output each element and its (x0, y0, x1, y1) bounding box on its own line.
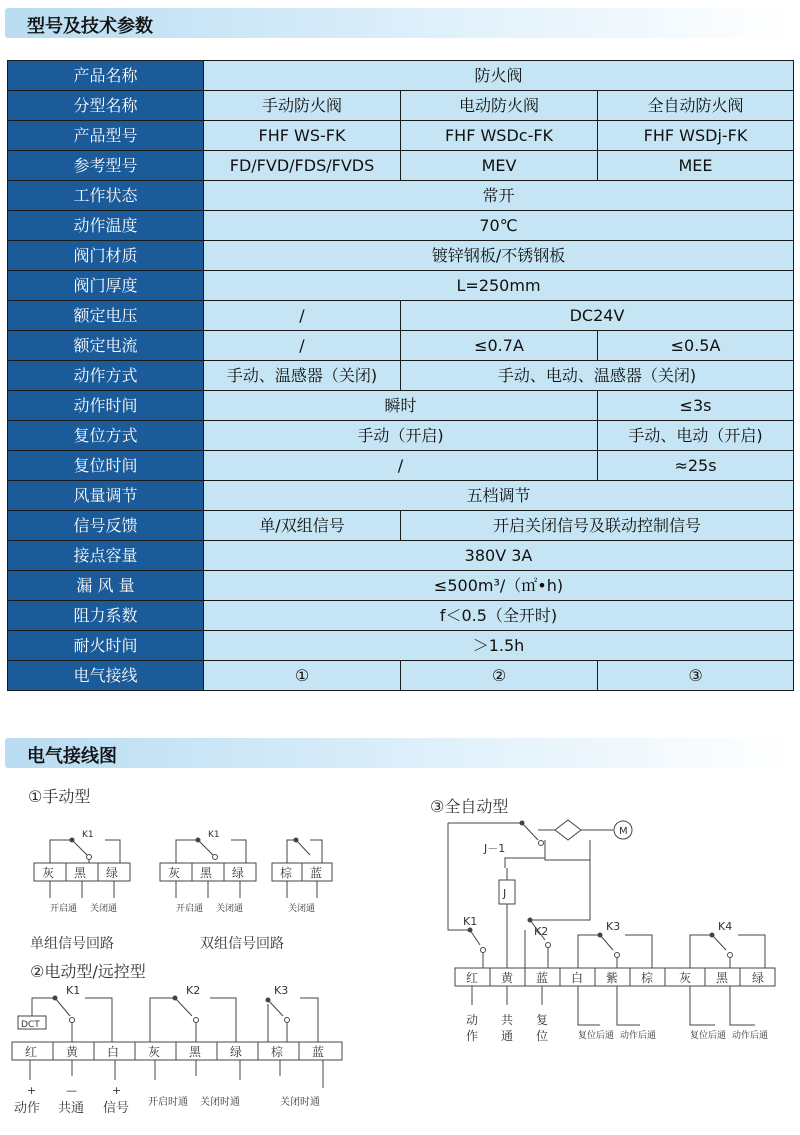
spec-row (8, 121, 794, 151)
e-terminal-brown: 棕 (271, 1045, 284, 1059)
spec-cell: 全自动防火阀 (598, 91, 794, 121)
spec-cell: ≈25s (598, 451, 794, 481)
spec-row (8, 391, 794, 421)
spec-row-label: 额定电流 (8, 331, 204, 361)
auto-j1-label: J－1 (484, 842, 506, 855)
spec-cell: 镀锌钢板/不锈钢板 (204, 241, 794, 271)
spec-cell: MEV (401, 151, 598, 181)
e-terminal-blue: 蓝 (312, 1045, 325, 1059)
spec-table (7, 60, 794, 691)
spec-row-label: 漏 风 量 (8, 571, 204, 601)
spec-cell: 电动防火阀 (401, 91, 598, 121)
spec-cell: 手动防火阀 (204, 91, 401, 121)
spec-cell: FHF WSDc-FK (401, 121, 598, 151)
auto-action-2: 作 (466, 1029, 479, 1043)
spec-cell: FD/FVD/FDS/FVDS (204, 151, 401, 181)
spec-row (8, 61, 794, 91)
terminal-gray: 灰 (42, 866, 55, 880)
spec-row-label: 风量调节 (8, 481, 204, 511)
auto-action-after: 动作后通 (620, 1031, 657, 1041)
spec-row (8, 301, 794, 331)
spec-cell: 开启关闭信号及联动控制信号 (401, 511, 794, 541)
e-terminal-black: 黑 (189, 1045, 202, 1059)
spec-cell: 防火阀 (204, 61, 794, 91)
spec-row (8, 151, 794, 181)
spec-cell: 手动、电动、温感器（关闭) (401, 361, 794, 391)
spec-row-label: 阀门厚度 (8, 271, 204, 301)
spec-cell: MEE (598, 151, 794, 181)
auto-k4-label: K4 (718, 920, 733, 933)
spec-cell: ≤3s (598, 391, 794, 421)
a-terminal-black: 黑 (716, 971, 729, 985)
spec-row-label: 阻力系数 (8, 601, 204, 631)
electric-k1-label: K1 (66, 984, 81, 997)
e-terminal-red: 红 (25, 1045, 38, 1059)
spec-row-label: 复位方式 (8, 421, 204, 451)
spec-row (8, 601, 794, 631)
terminal-gray-2: 灰 (168, 866, 181, 880)
spec-row (8, 91, 794, 121)
spec-cell: / (204, 331, 401, 361)
spec-cell: ③ (598, 661, 794, 691)
wiring-section-title: 电气接线图 (27, 746, 117, 767)
manual-k1-label-2: K1 (208, 830, 220, 840)
electric-minus: — (66, 1084, 77, 1097)
spec-row-label: 动作温度 (8, 211, 204, 241)
spec-row (8, 211, 794, 241)
auto-reset-after-2: 复位后通 (690, 1031, 727, 1041)
spec-cell: / (204, 451, 598, 481)
a-terminal-brown: 棕 (641, 971, 654, 985)
spec-row-label: 信号反馈 (8, 511, 204, 541)
electric-close-label-2: 关闭时通 (280, 1097, 320, 1108)
auto-reset-after: 复位后通 (578, 1031, 615, 1041)
e-terminal-yellow: 黄 (66, 1045, 79, 1059)
spec-row (8, 241, 794, 271)
spec-cell: / (204, 301, 401, 331)
a-terminal-gray: 灰 (679, 971, 692, 985)
double-group-label: 双组信号回路 (200, 936, 284, 952)
electric-plus-2: + (112, 1084, 122, 1097)
spec-row (8, 541, 794, 571)
manual-close-label: 关闭通 (90, 904, 118, 914)
auto-j-label: J (503, 887, 507, 900)
spec-row (8, 421, 794, 451)
spec-row-label: 产品名称 (8, 61, 204, 91)
a-terminal-blue: 蓝 (536, 971, 549, 985)
electric-open-label: 开启时通 (148, 1097, 188, 1108)
spec-row (8, 361, 794, 391)
auto-title: ③全自动型 (430, 797, 509, 816)
auto-reset-1: 复 (536, 1013, 549, 1027)
e-terminal-gray: 灰 (148, 1045, 161, 1059)
spec-row-label: 分型名称 (8, 91, 204, 121)
electric-k3-label: K3 (274, 984, 289, 997)
auto-common-2: 通 (501, 1029, 514, 1043)
spec-cell: L=250mm (204, 271, 794, 301)
spec-cell: ① (204, 661, 401, 691)
auto-action-1: 动 (466, 1013, 479, 1027)
e-terminal-green: 绿 (230, 1045, 243, 1059)
terminal-blue: 蓝 (310, 866, 323, 880)
spec-row (8, 181, 794, 211)
spec-cell: ≤500m³/（㎡•h) (204, 571, 794, 601)
spec-row (8, 571, 794, 601)
spec-row-label: 产品型号 (8, 121, 204, 151)
spec-cell: 五档调节 (204, 481, 794, 511)
spec-cell: 380V 3A (204, 541, 794, 571)
spec-cell: 瞬时 (204, 391, 598, 421)
spec-row-label: 阀门材质 (8, 241, 204, 271)
auto-common-1: 共 (501, 1013, 514, 1027)
spec-section-header (5, 8, 792, 38)
spec-row-label: 接点容量 (8, 541, 204, 571)
spec-cell: DC24V (401, 301, 794, 331)
e-terminal-white: 白 (107, 1045, 120, 1059)
electric-common-label: 共通 (58, 1101, 85, 1116)
spec-row-label: 额定电压 (8, 301, 204, 331)
spec-row (8, 661, 794, 691)
spec-cell: 手动、温感器（关闭) (204, 361, 401, 391)
spec-cell: 单/双组信号 (204, 511, 401, 541)
auto-action-after-2: 动作后通 (732, 1031, 769, 1041)
terminal-black: 黑 (74, 866, 87, 880)
terminal-green-2: 绿 (232, 866, 245, 880)
spec-row (8, 511, 794, 541)
spec-row-label: 动作方式 (8, 361, 204, 391)
auto-k3-label: K3 (606, 920, 621, 933)
manual-open-label: 开启通 (50, 904, 78, 914)
a-terminal-red: 红 (466, 971, 479, 985)
spec-cell: 常开 (204, 181, 794, 211)
a-terminal-white: 白 (571, 971, 584, 985)
manual-close-label-2: 关闭通 (216, 904, 244, 914)
spec-cell: ≤0.5A (598, 331, 794, 361)
auto-reset-2: 位 (536, 1029, 549, 1043)
wiring-diagram-svg (0, 780, 800, 1135)
spec-cell: ＞1.5h (204, 631, 794, 661)
terminal-brown: 棕 (280, 866, 293, 880)
spec-row (8, 451, 794, 481)
spec-cell: 手动、电动（开启) (598, 421, 794, 451)
a-terminal-purple: 紫 (606, 971, 619, 985)
dct-label: DCT (21, 1020, 40, 1030)
spec-cell: ② (401, 661, 598, 691)
spec-cell: 手动（开启) (204, 421, 598, 451)
spec-row (8, 631, 794, 661)
spec-row-label: 耐火时间 (8, 631, 204, 661)
terminal-green: 绿 (106, 866, 119, 880)
electric-title: ②电动型/远控型 (30, 962, 146, 981)
spec-cell: FHF WSDj-FK (598, 121, 794, 151)
manual-close-label-3: 关闭通 (288, 904, 316, 914)
manual-k1-label: K1 (82, 830, 94, 840)
spec-row (8, 331, 794, 361)
spec-cell: f＜0.5（全开时) (204, 601, 794, 631)
spec-row-label: 复位时间 (8, 451, 204, 481)
spec-row (8, 481, 794, 511)
motor-icon: M (619, 826, 628, 837)
wiring-section-header (5, 738, 792, 768)
manual-title: ①手动型 (28, 787, 91, 806)
spec-row (8, 271, 794, 301)
spec-cell: FHF WS-FK (204, 121, 401, 151)
single-group-label: 单组信号回路 (30, 936, 114, 952)
spec-cell: 70℃ (204, 211, 794, 241)
spec-row-label: 参考型号 (8, 151, 204, 181)
a-terminal-green: 绿 (752, 971, 765, 985)
electric-close-label: 关闭时通 (200, 1097, 240, 1108)
wiring-diagram (0, 780, 800, 1135)
manual-open-label-2: 开启通 (176, 904, 204, 914)
spec-section-title: 型号及技术参数 (27, 16, 153, 37)
terminal-black-2: 黑 (200, 866, 213, 880)
auto-k2-label: K2 (534, 925, 549, 938)
electric-signal-label: 信号 (103, 1101, 130, 1116)
spec-row-label: 动作时间 (8, 391, 204, 421)
spec-cell: ≤0.7A (401, 331, 598, 361)
spec-row-label: 电气接线 (8, 661, 204, 691)
electric-action-label: 动作 (14, 1101, 41, 1116)
spec-row-label: 工作状态 (8, 181, 204, 211)
auto-k1-label: K1 (463, 915, 478, 928)
electric-plus-1: + (27, 1084, 37, 1097)
a-terminal-yellow: 黄 (501, 971, 514, 985)
electric-k2-label: K2 (186, 984, 201, 997)
